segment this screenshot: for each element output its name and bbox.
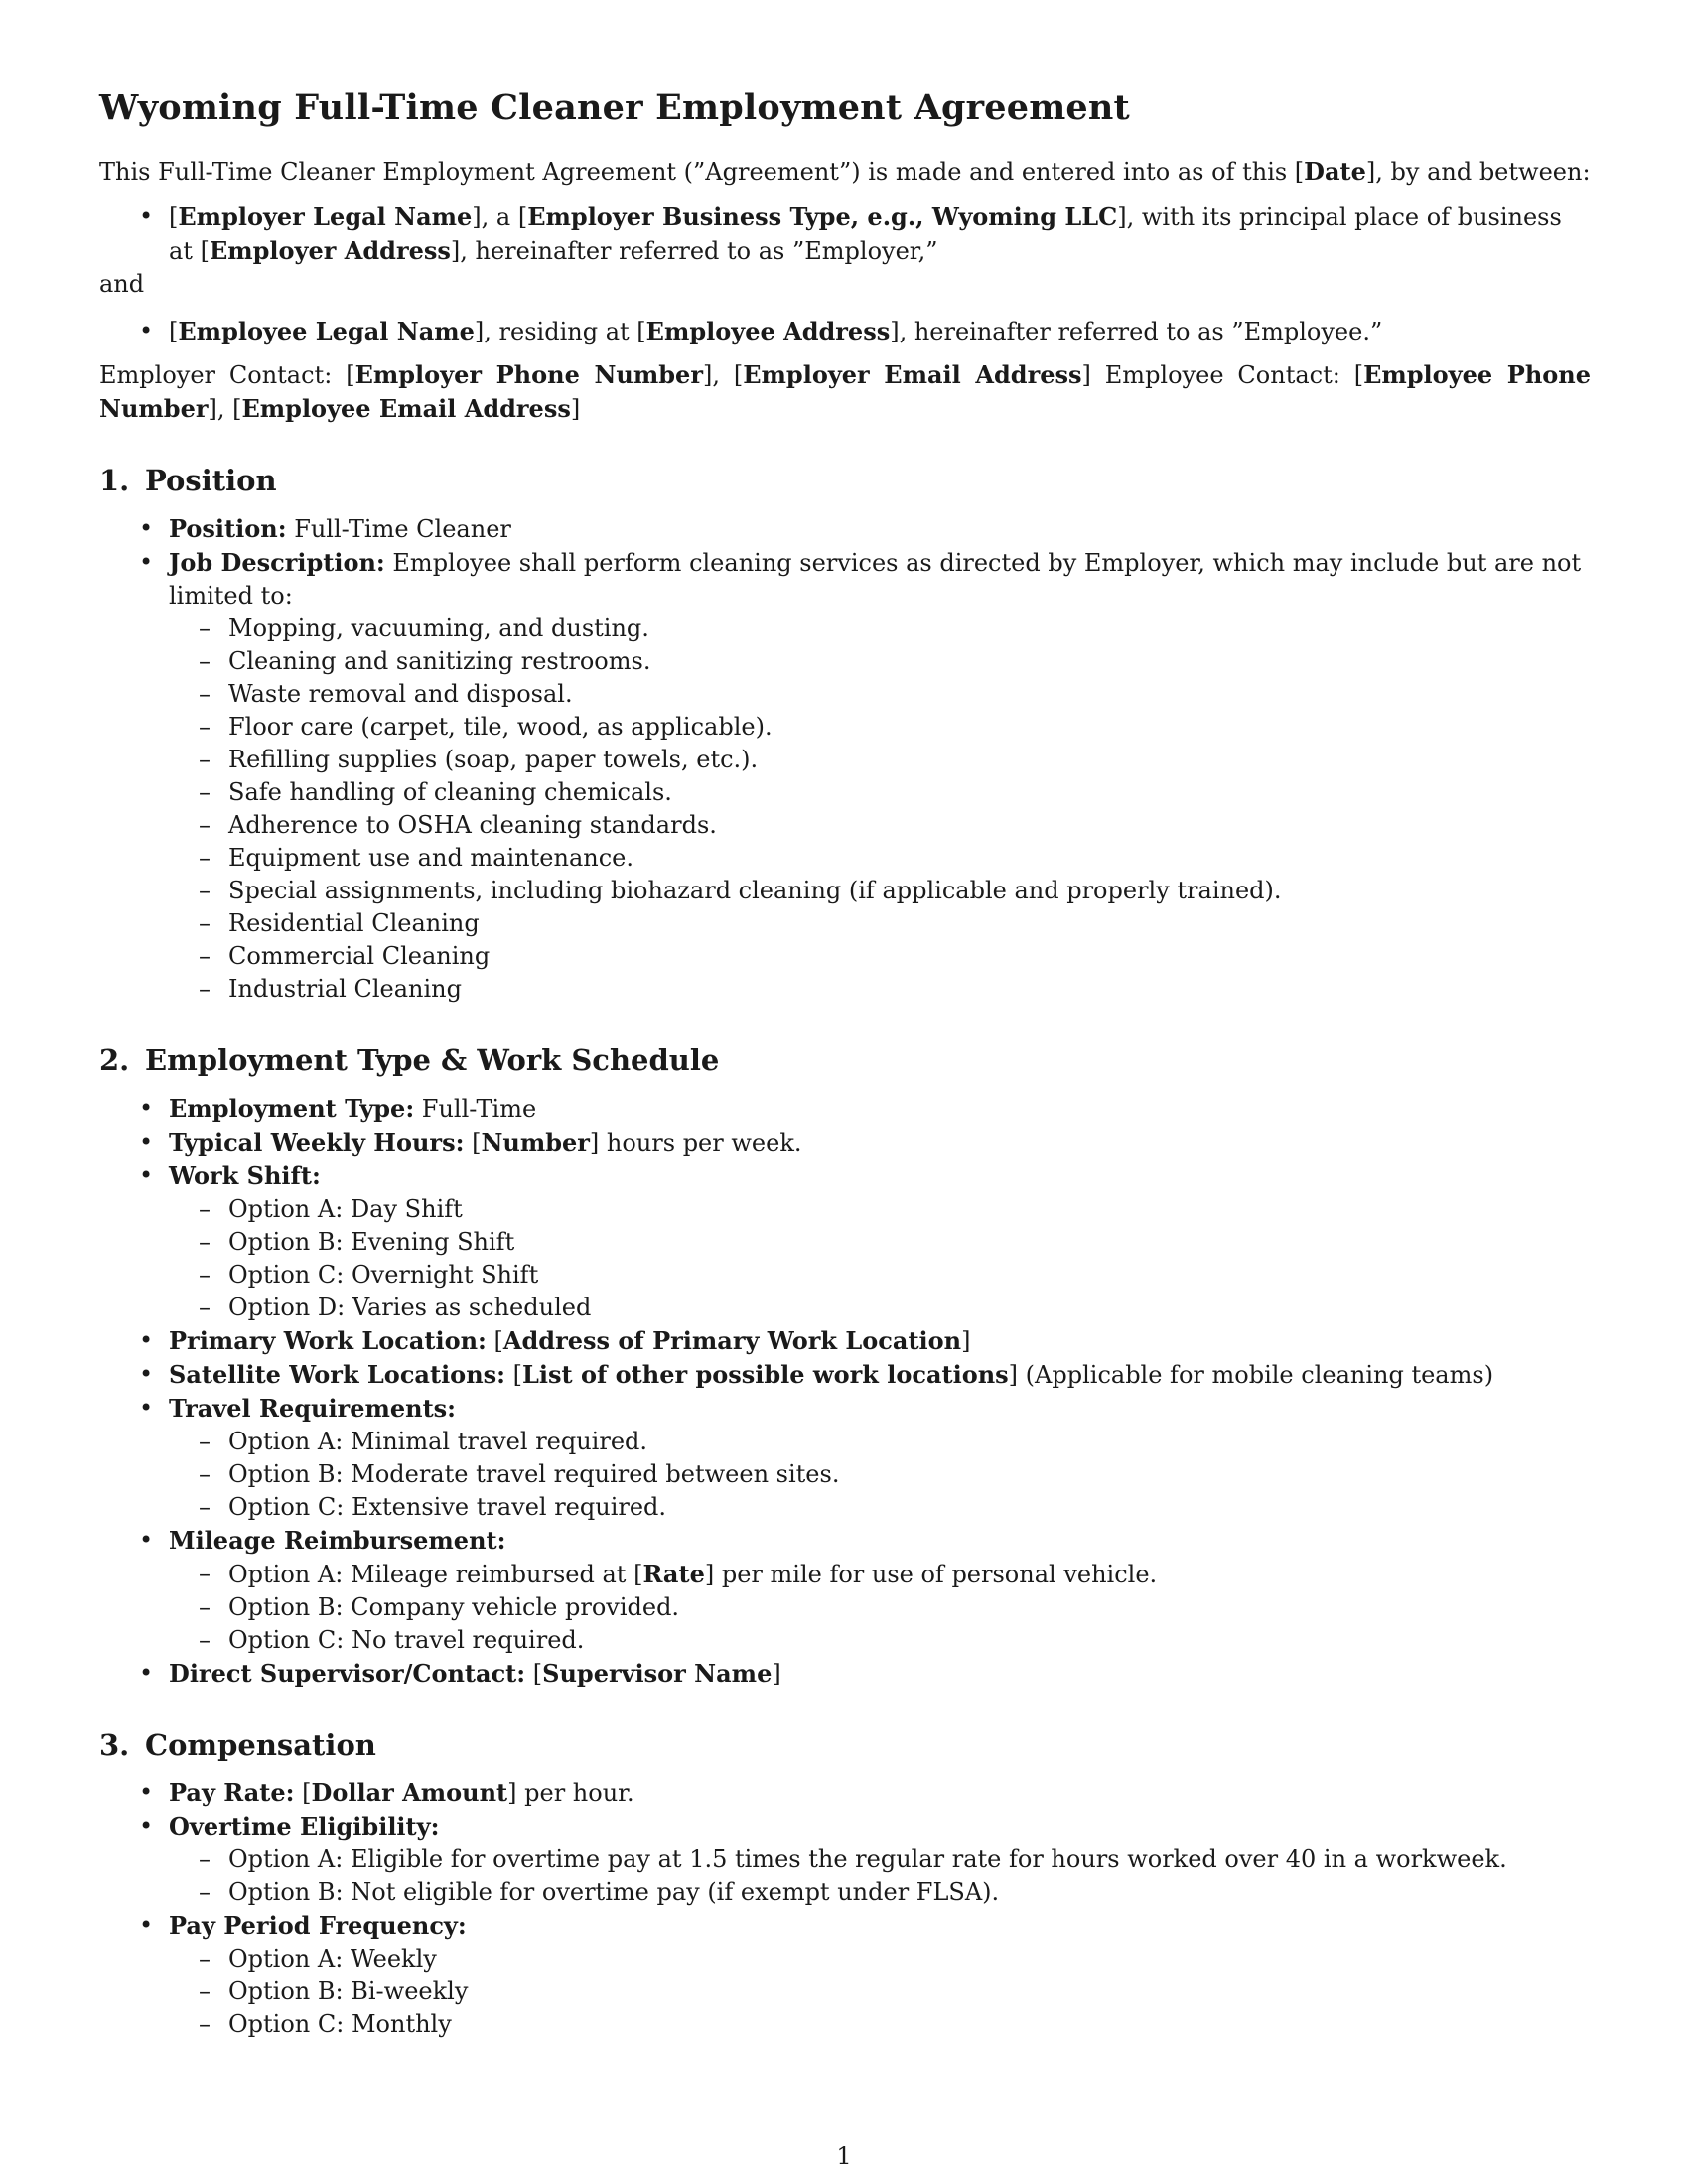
option-text: Option A: Mileage reimbursed at [: [228, 1560, 643, 1588]
job-description-item: [99, 546, 1591, 1006]
field-value: ] (Applicable for mobile cleaning teams): [1008, 1360, 1494, 1389]
field-label: Pay Rate:: [169, 1778, 295, 1808]
and-text: and: [99, 270, 145, 298]
position-list: [99, 512, 1591, 1006]
pay-period-option: – Option C: Monthly: [169, 2008, 1591, 2041]
contact-label: Employer Contact: [: [99, 361, 355, 389]
field-label: Mileage Reimbursement:: [169, 1525, 506, 1555]
travel-option: – Option C: Extensive travel required.: [169, 1491, 1591, 1524]
duty-item: – Refilling supplies (soap, paper towels, etc.).: [169, 744, 1591, 776]
position-item: [99, 512, 1591, 546]
field-value: Full-Time Cleaner: [286, 514, 511, 543]
duty-item: – Industrial Cleaning: [169, 973, 1591, 1006]
shift-options: [169, 1193, 1591, 1324]
duties-list: [169, 613, 1591, 1006]
compensation-list: [99, 1776, 1591, 2041]
contact-sep: ], [: [702, 361, 744, 389]
section-heading-compensation: [99, 1728, 1591, 1763]
mileage-option: [169, 1558, 1591, 1591]
field-label: Primary Work Location:: [169, 1325, 487, 1355]
duty-item: – Adherence to OSHA cleaning standards.: [169, 809, 1591, 842]
field-label: Direct Supervisor/Contact:: [169, 1658, 526, 1688]
travel-options: [169, 1426, 1591, 1524]
bracket: [: [169, 204, 179, 231]
shift-option: – Option C: Overnight Shift: [169, 1259, 1591, 1292]
field-label: Satellite Work Locations:: [169, 1359, 506, 1389]
travel-option: – Option A: Minimal travel required.: [169, 1426, 1591, 1458]
field-value: ] hours per week.: [589, 1128, 802, 1157]
travel-option: – Option B: Moderate travel required between sites.: [169, 1458, 1591, 1491]
intro-text-end: ], by and between:: [1365, 158, 1591, 186]
overtime-option: – Option A: Eligible for overtime pay at 1.5 times the regular rate for hours worked over 40 in a workweek.: [169, 1843, 1591, 1876]
duty-item: – Equipment use and maintenance.: [169, 842, 1591, 875]
employer-type-placeholder: Employer Business Type, e.g., Wyoming LLC: [527, 203, 1118, 231]
work-shift-item: [99, 1160, 1591, 1324]
employee-name-placeholder: Employee Legal Name: [178, 317, 475, 345]
duty-item: – Cleaning and sanitizing restrooms.: [169, 645, 1591, 678]
section-heading-position: [99, 464, 1591, 498]
shift-option: – Option D: Varies as scheduled: [169, 1292, 1591, 1324]
field-value: Full-Time: [414, 1094, 537, 1123]
intro-paragraph: [99, 155, 1591, 189]
duty-item: – Commercial Cleaning: [169, 940, 1591, 973]
contact-label: ] Employee Contact: [: [1081, 361, 1364, 389]
employer-party-list: [99, 201, 1591, 268]
party-text: ], hereinafter referred to as ”Employee.”: [890, 318, 1383, 345]
field-label: Overtime Eligibility:: [169, 1812, 440, 1842]
duty-item: – Mopping, vacuuming, and dusting.: [169, 613, 1591, 645]
pay-period-options: [169, 1943, 1591, 2041]
bracket: [: [464, 1128, 482, 1157]
employer-phone-placeholder: Employer Phone Number: [354, 360, 703, 389]
employment-list: [99, 1092, 1591, 1691]
section-title: Compensation: [145, 1727, 376, 1762]
contact-info: [99, 358, 1591, 426]
pay-rate-placeholder: Dollar Amount: [311, 1778, 508, 1808]
mileage-option: – Option C: No travel required.: [169, 1624, 1591, 1657]
overtime-item: [99, 1810, 1591, 1909]
employer-party: [99, 201, 1591, 268]
bracket: [: [505, 1360, 523, 1389]
party-text: ], residing at [: [474, 318, 646, 345]
field-label: Travel Requirements:: [169, 1393, 457, 1423]
employer-name-placeholder: Employer Legal Name: [178, 203, 473, 231]
pay-period-item: [99, 1909, 1591, 2041]
party-text: ], a [: [472, 204, 528, 231]
employee-email-placeholder: Employee Email Address: [241, 394, 571, 423]
bracket: [: [169, 318, 179, 345]
intro-text: This Full-Time Cleaner Employment Agreement (”Agreement”) is made and entered into as of this [: [99, 158, 1305, 186]
supervisor-item: [99, 1657, 1591, 1691]
duty-item: – Waste removal and disposal.: [169, 678, 1591, 711]
overtime-options: [169, 1843, 1591, 1909]
section-heading-employment-type: [99, 1043, 1591, 1078]
employee-phone-placeholder: Employee Phone Number: [99, 360, 1592, 423]
field-label: Job Description:: [169, 547, 385, 577]
mileage-option: – Option B: Company vehicle provided.: [169, 1591, 1591, 1624]
field-value: ] per hour.: [507, 1779, 634, 1808]
mileage-reimbursement-item: [99, 1524, 1591, 1657]
mileage-options: [169, 1558, 1591, 1657]
pay-period-option: – Option A: Weekly: [169, 1943, 1591, 1976]
overtime-option: – Option B: Not eligible for overtime pay (if exempt under FLSA).: [169, 1876, 1591, 1909]
field-label: Employment Type:: [169, 1093, 415, 1123]
section-title: Employment Type & Work Schedule: [145, 1042, 720, 1077]
duty-item: – Special assignments, including biohazard cleaning (if applicable and properly trained).: [169, 875, 1591, 907]
duty-item: – Residential Cleaning: [169, 907, 1591, 940]
duty-item: – Floor care (carpet, tile, wood, as applicable).: [169, 711, 1591, 744]
supervisor-placeholder: Supervisor Name: [542, 1658, 773, 1688]
section-title: Position: [145, 464, 277, 497]
date-placeholder: Date: [1304, 157, 1366, 186]
party-text: ], with its principal place of business at [: [169, 204, 1562, 265]
primary-location-placeholder: Address of Primary Work Location: [502, 1325, 962, 1355]
field-label: Work Shift:: [169, 1160, 321, 1190]
weekly-hours-item: [99, 1126, 1591, 1160]
document-page: [99, 87, 1591, 2041]
section-number: 1.: [99, 464, 130, 497]
bracket: [: [525, 1659, 543, 1688]
employment-type-item: [99, 1092, 1591, 1126]
shift-option: – Option A: Day Shift: [169, 1193, 1591, 1226]
satellite-location-item: [99, 1358, 1591, 1392]
bracket: ]: [961, 1326, 971, 1355]
field-value: Employee shall perform cleaning services as directed by Employer, which may include but are not limited to:: [169, 548, 1582, 610]
duty-item: – Safe handling of cleaning chemicals.: [169, 776, 1591, 809]
bracket: ]: [772, 1659, 781, 1688]
employer-email-placeholder: Employer Email Address: [743, 360, 1082, 389]
shift-option: – Option B: Evening Shift: [169, 1226, 1591, 1259]
rate-placeholder: Rate: [642, 1559, 705, 1588]
satellite-location-placeholder: List of other possible work locations: [522, 1359, 1009, 1389]
employee-address-placeholder: Employee Address: [645, 317, 891, 345]
section-number: 3.: [99, 1727, 130, 1762]
primary-location-item: [99, 1324, 1591, 1358]
page-number: 1: [836, 2142, 852, 2170]
bracket: [: [294, 1779, 312, 1808]
option-text: ] per mile for use of personal vehicle.: [704, 1560, 1158, 1588]
field-label: Pay Period Frequency:: [169, 1911, 467, 1941]
employer-address-placeholder: Employer Address: [209, 236, 451, 265]
pay-rate-item: [99, 1776, 1591, 1810]
party-text: ], hereinafter referred to as ”Employer,”: [450, 237, 938, 265]
employee-party-list: [99, 315, 1591, 348]
field-label: Position:: [169, 513, 287, 543]
employee-party: [99, 315, 1591, 348]
contact-sep: ]: [570, 395, 581, 423]
bracket: [: [486, 1326, 503, 1355]
contact-sep: ], [: [208, 395, 242, 423]
document-title: Wyoming Full-Time Cleaner Employment Agreement: [99, 87, 1130, 128]
field-label: Typical Weekly Hours:: [169, 1127, 465, 1157]
travel-requirements-item: [99, 1392, 1591, 1524]
section-number: 2.: [99, 1042, 130, 1077]
pay-period-option: – Option B: Bi-weekly: [169, 1976, 1591, 2008]
hours-placeholder: Number: [481, 1127, 590, 1157]
